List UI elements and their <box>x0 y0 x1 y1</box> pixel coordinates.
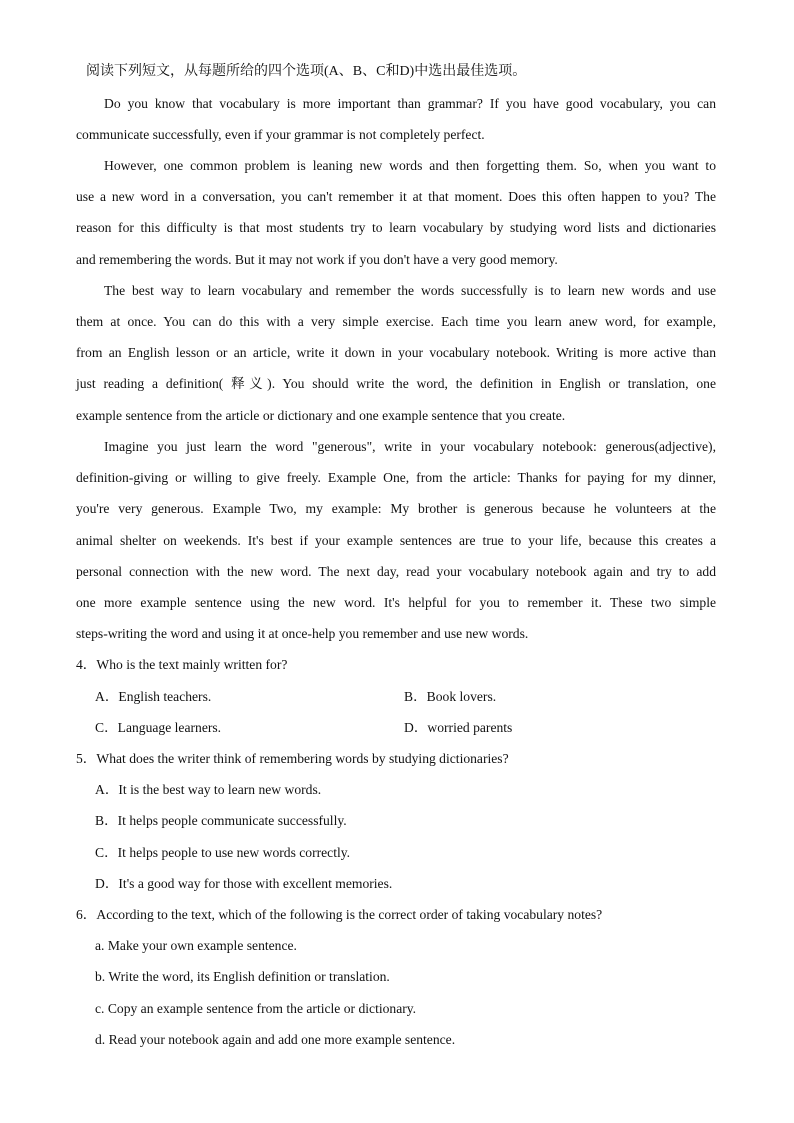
question-4-option-c[interactable]: C．Language learners. <box>95 720 222 735</box>
question-6-step-b: b. Write the word, its English definition or translation. <box>95 969 390 984</box>
passage-line: However, one common problem is leaning new words and then forgetting them. So, when you want to <box>104 158 716 173</box>
question-4-stem: 4．Who is the text mainly written for? <box>76 657 288 672</box>
passage-line: one more example sentence using the new word. It's helpful for you to remember it. These two simple <box>76 595 716 610</box>
passage-line: steps-writing the word and using it at once-help you remember and use new words. <box>76 626 529 641</box>
question-4-option-b[interactable]: B．Book lovers. <box>404 689 497 704</box>
question-5-option-b[interactable]: B．It helps people communicate successfully. <box>95 813 347 828</box>
question-6-step-c: c. Copy an example sentence from the article or dictionary. <box>95 1001 417 1016</box>
passage-line: just reading a definition( 释义). You should write the word, the definition in English or translation, one <box>76 376 716 391</box>
reading-instruction: 阅读下列短文，从每题所给的四个选项(A、B、C和D)中选出最佳选项。 <box>86 64 527 79</box>
passage-line: personal connection with the new word. The next day, read your vocabulary notebook again and try to add <box>76 564 716 579</box>
passage-line: you're very generous. Example Two, my example: My brother is generous because he volunteers at the <box>76 501 716 516</box>
passage-line: reason for this difficulty is that most students try to learn vocabulary by studying word lists and dictionaries <box>76 220 716 235</box>
passage-line: animal shelter on weekends. It's best if your example sentences are true to your life, because this creates a <box>76 533 716 548</box>
question-6-stem: 6．According to the text, which of the following is the correct order of taking vocabulary notes? <box>76 907 603 922</box>
question-5-option-a[interactable]: A．It is the best way to learn new words. <box>95 782 322 797</box>
passage-line: Imagine you just learn the word "generous", write in your vocabulary notebook: generous(adjective), <box>104 439 716 454</box>
passage-line: example sentence from the article or dictionary and one example sentence that you create. <box>76 408 566 423</box>
question-5-option-c[interactable]: C．It helps people to use new words correctly. <box>95 845 351 860</box>
question-6-step-d: d. Read your notebook again and add one more example sentence. <box>95 1032 456 1047</box>
question-4-option-d[interactable]: D．worried parents <box>404 720 513 735</box>
passage-line: The best way to learn vocabulary and remember the words successfully is to learn new words and use <box>104 283 716 298</box>
passage-line: and remembering the words. But it may not work if you don't have a very good memory. <box>76 252 558 267</box>
passage-line: definition-giving or willing to give freely. Example One, from the article: Thanks for paying for my dinner, <box>76 470 716 485</box>
passage-line: Do you know that vocabulary is more important than grammar? If you have good vocabulary, you can <box>104 96 716 111</box>
passage-line: use a new word in a conversation, you can't remember it at that moment. Does this often happen to you? The <box>76 189 716 204</box>
question-6-step-a: a. Make your own example sentence. <box>95 938 297 953</box>
passage-line: from an English lesson or an article, write it down in your vocabulary notebook. Writing is more active than <box>76 345 716 360</box>
question-4-option-a[interactable]: A．English teachers. <box>95 689 212 704</box>
question-5-option-d[interactable]: D．It's a good way for those with excellent memories. <box>95 876 393 891</box>
question-5-stem: 5．What does the writer think of remembering words by studying dictionaries? <box>76 751 509 766</box>
passage-line: communicate successfully, even if your grammar is not completely perfect. <box>76 127 485 142</box>
passage-line: them at once. You can do this with a very simple exercise. Each time you learn anew word, for example, <box>76 314 716 329</box>
